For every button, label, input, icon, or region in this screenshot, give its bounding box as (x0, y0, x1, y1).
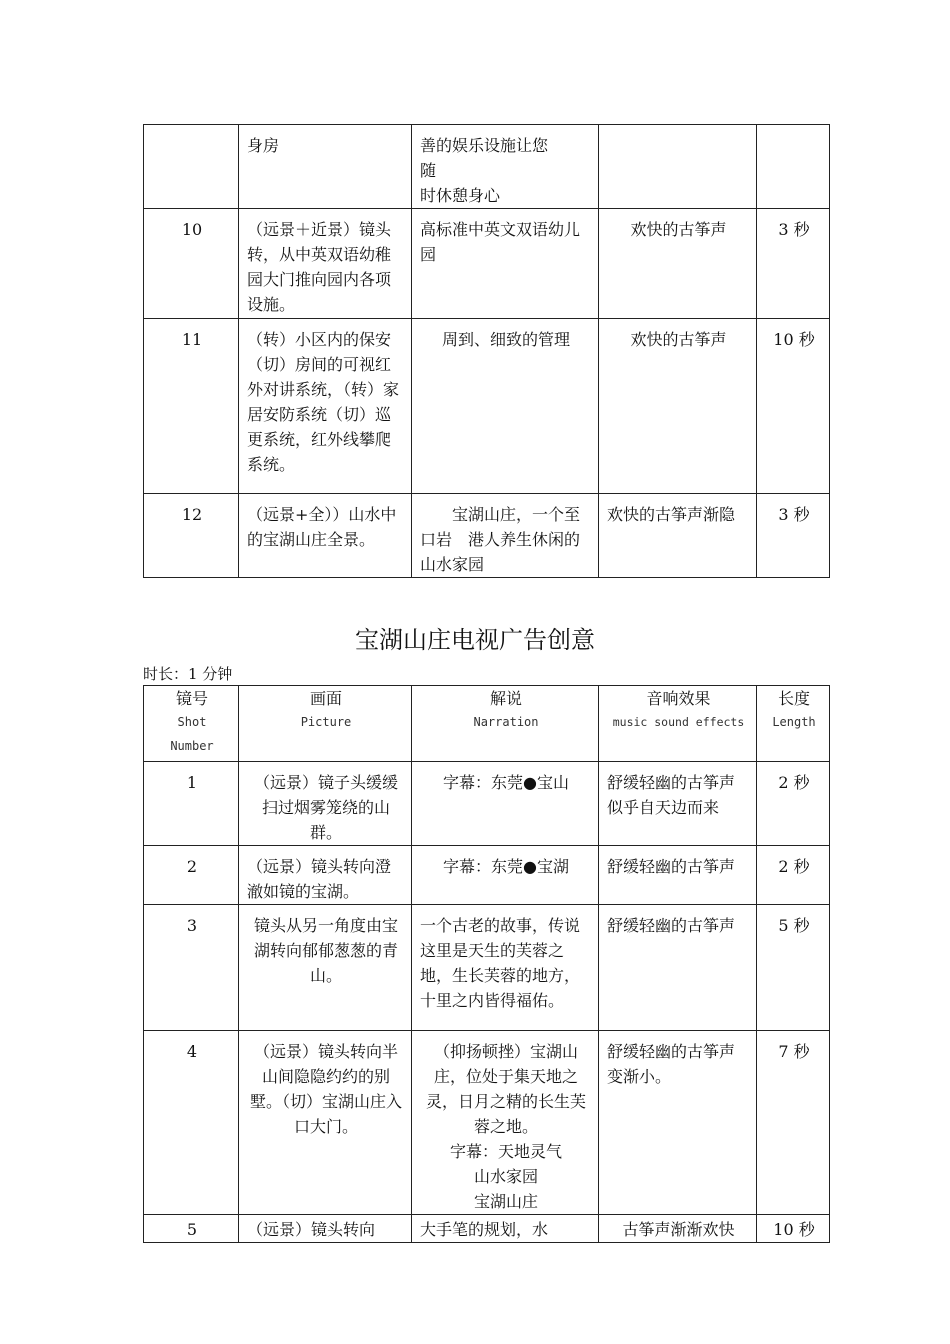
length-cell: 2 秒 (757, 846, 830, 905)
narration-cell: 字幕：东莞●宝湖 (412, 846, 599, 905)
picture-cell: （远景）镜头转向澄澈如镜的宝湖。 (239, 846, 412, 905)
sound-cell: 舒缓轻幽的古筝声变渐小。 (599, 1031, 757, 1215)
table-row (144, 209, 830, 319)
sound-cell (599, 125, 757, 209)
table-row (144, 846, 830, 905)
header-cn: 长度 (777, 689, 810, 708)
picture-cell: （远景）镜头转向 (239, 1215, 412, 1243)
header-picture (239, 686, 412, 762)
table-row (144, 1031, 830, 1215)
shot-cell: 1 (144, 762, 239, 846)
header-shot (144, 686, 239, 762)
sound-cell: 舒缓轻幽的古筝声似乎自天边而来 (599, 762, 757, 846)
sound-cell: 欢快的古筝声 (599, 319, 757, 494)
narration-cell: （抑扬顿挫）宝湖山庄，位处于集天地之灵，日月之精的长生芙蓉之地。 字幕：天地灵气 山水家园 宝湖山庄 (412, 1031, 599, 1215)
duration-label: 时长：1 分钟 (143, 665, 233, 683)
shot-cell: 10 (144, 209, 239, 319)
narration-cell: 大手笔的规划，水 (412, 1215, 599, 1243)
narration-cell: 高标准中英文双语幼儿园 (412, 209, 599, 319)
sound-cell: 欢快的古筝声渐隐 (599, 494, 757, 578)
picture-cell: （远景＋近景）镜头转，从中英双语幼稚园大门推向园内各项设施。 (239, 209, 412, 319)
table-row (144, 319, 830, 494)
length-cell: 3 秒 (757, 494, 830, 578)
header-cn: 音响效果 (646, 689, 711, 708)
shot-cell: 12 (144, 494, 239, 578)
length-cell: 5 秒 (757, 905, 830, 1031)
narration-cell: 字幕：东莞●宝山 (412, 762, 599, 846)
sound-cell: 舒缓轻幽的古筝声 (599, 905, 757, 1031)
shot-cell: 5 (144, 1215, 239, 1243)
shot-cell: 2 (144, 846, 239, 905)
header-narration (412, 686, 599, 762)
narration-cell: 善的娱乐设施让您 随 时休憩身心 (412, 125, 599, 209)
table-row (144, 1215, 830, 1243)
table-row (144, 494, 830, 578)
header-cn: 解说 (489, 689, 522, 708)
sound-cell: 欢快的古筝声 (599, 209, 757, 319)
table-row (144, 905, 830, 1031)
header-cn: 镜号 (175, 689, 208, 708)
sound-cell: 舒缓轻幽的古筝声 (599, 846, 757, 905)
picture-cell: （远景）镜头转向半山间隐隐约约的别墅。（切）宝湖山庄入口大门。 (239, 1031, 412, 1215)
shot-cell: 4 (144, 1031, 239, 1215)
header-length (757, 686, 830, 762)
narration-cell: 宝湖山庄，一个至 口岩 港人养生休闲的山水家园 (412, 494, 599, 578)
header-en: Picture (300, 715, 352, 729)
storyboard-table-continued (143, 124, 830, 578)
header-en: Length (772, 715, 816, 729)
header-en: Narration (473, 715, 539, 729)
length-cell: 10 秒 (757, 1215, 830, 1243)
header-sound (599, 686, 757, 762)
shot-cell: 3 (144, 905, 239, 1031)
storyboard-table (143, 685, 830, 1243)
length-cell (757, 125, 830, 209)
length-cell: 7 秒 (757, 1031, 830, 1215)
narration-cell: 一个古老的故事，传说这里是天生的芙蓉之地，生长芙蓉的地方，十里之内皆得福佑。 (412, 905, 599, 1031)
header-en: music sound effects (612, 715, 745, 729)
picture-cell: （远景+全））山水中的宝湖山庄全景。 (239, 494, 412, 578)
length-cell: 10 秒 (757, 319, 830, 494)
picture-cell: 镜头从另一角度由宝湖转向郁郁葱葱的青山。 (239, 905, 412, 1031)
section-title: 宝湖山庄电视广告创意 (355, 626, 595, 654)
shot-cell: 11 (144, 319, 239, 494)
header-cn: 画面 (309, 689, 342, 708)
sound-cell: 古筝声渐渐欢快 (599, 1215, 757, 1243)
table-row (144, 762, 830, 846)
picture-cell: （远景）镜子头缓缓扫过烟雾笼绕的山群。 (239, 762, 412, 846)
table-row (144, 125, 830, 209)
length-cell: 2 秒 (757, 762, 830, 846)
header-en: Shot Number (170, 715, 214, 753)
length-cell: 3 秒 (757, 209, 830, 319)
narration-cell: 周到、细致的管理 (412, 319, 599, 494)
picture-cell: 身房 (239, 125, 412, 209)
table-header-row (144, 686, 830, 762)
picture-cell: （转）小区内的保安（切）房间的可视红外对讲系统，（转）家居安防系统（切）巡更系统，红外线攀爬系统。 (239, 319, 412, 494)
shot-cell (144, 125, 239, 209)
